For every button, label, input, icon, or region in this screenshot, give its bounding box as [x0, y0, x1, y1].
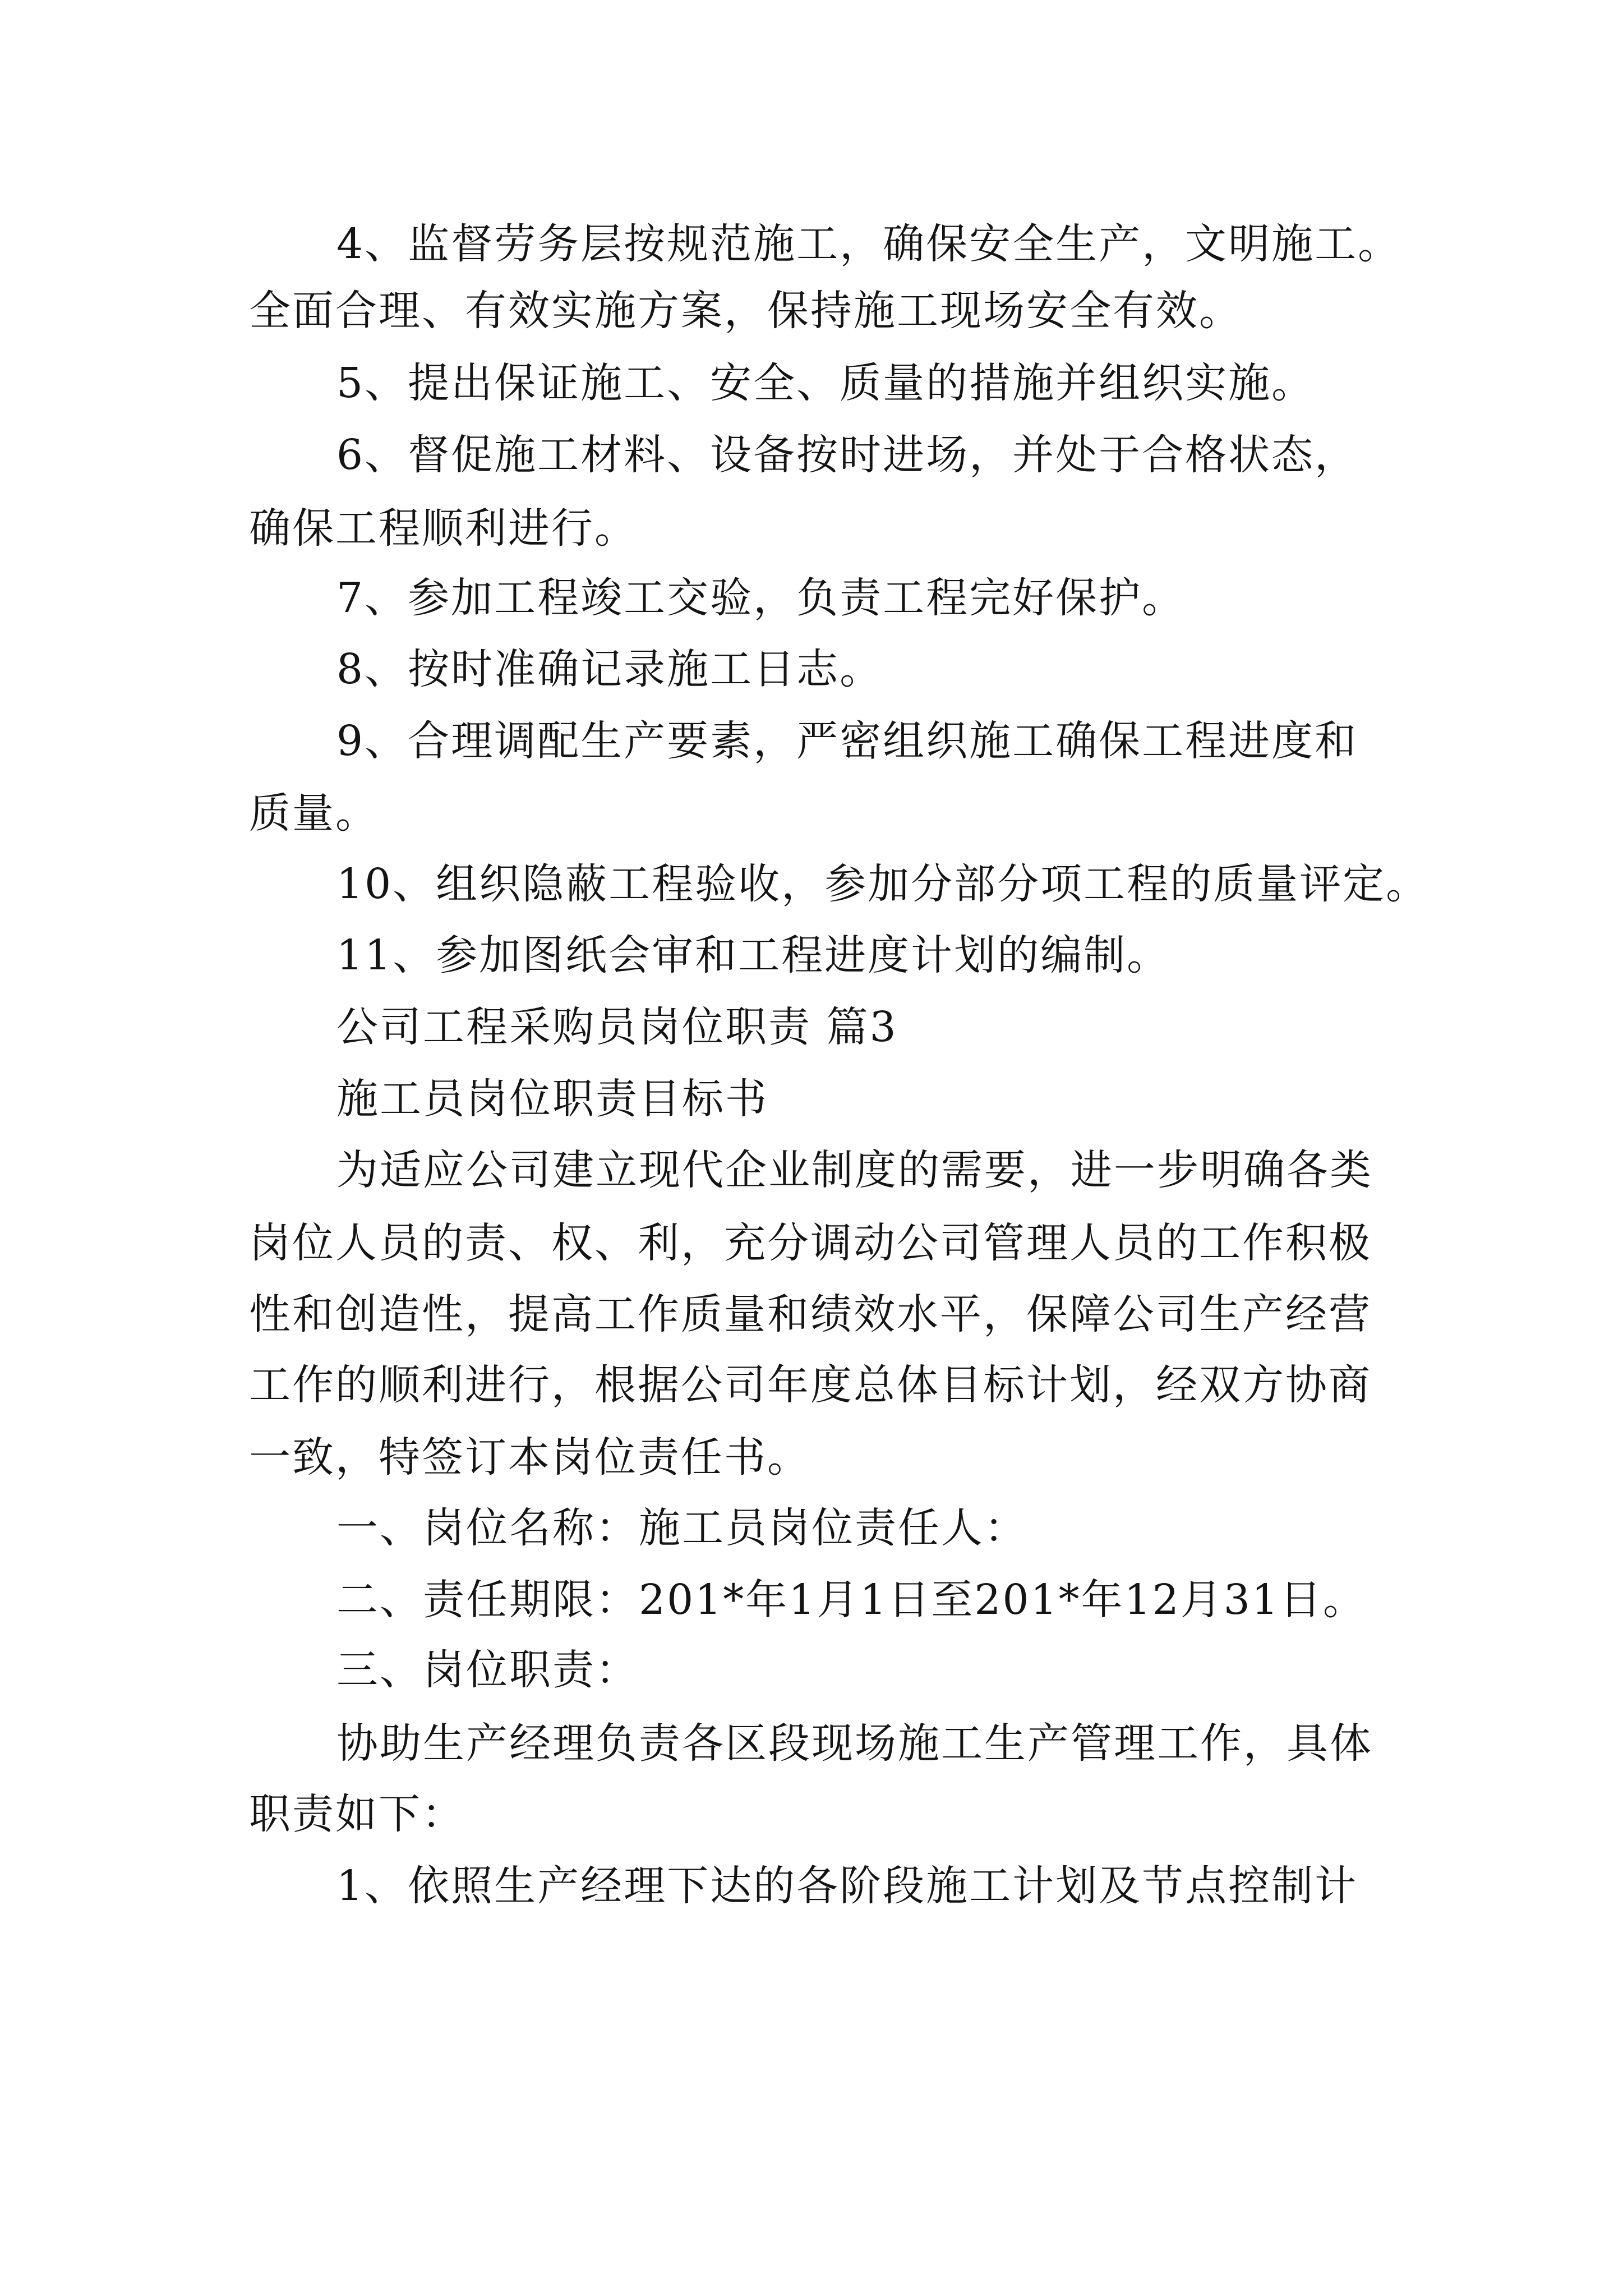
text-line: 6、督促施工材料、设备按时进场，并处于合格状态，: [336, 431, 1358, 479]
text-line: 确保工程顺利进行。: [249, 504, 638, 553]
text-line: 10、组织隐蔽工程验收，参加分部分项工程的质量评定。: [336, 860, 1430, 908]
text-line: 职责如下：: [249, 1790, 465, 1838]
text-line: 4、监督劳务层按规范施工，确保安全生产，文明施工。: [336, 220, 1401, 268]
text-line: 质量。: [249, 789, 379, 838]
document-title: 施工员岗位职责目标书: [336, 1075, 768, 1123]
text-line: 9、合理调配生产要素，严密组织施工确保工程进度和: [336, 717, 1358, 765]
text-line: 一致，特签订本岗位责任书。: [249, 1433, 810, 1481]
text-line: 性和创造性，提高工作质量和绩效水平，保障公司生产经营: [249, 1290, 1372, 1338]
text-line: 一、岗位名称：施工员岗位责任人：: [336, 1504, 1027, 1552]
text-line: 工作的顺利进行，根据公司年度总体目标计划，经双方协商: [249, 1361, 1372, 1409]
text-line: 三、岗位职责：: [336, 1646, 639, 1694]
text-line: 5、提出保证施工、安全、质量的措施并组织实施。: [336, 359, 1315, 407]
text-line: 协助生产经理负责各区段现场施工生产管理工作，具体: [336, 1719, 1373, 1768]
text-line: 岗位人员的责、权、利，充分调动公司管理人员的工作积极: [249, 1219, 1372, 1267]
text-line: 1、依照生产经理下达的各阶段施工计划及节点控制计: [336, 1862, 1358, 1910]
section-heading: 公司工程采购员岗位职责 篇3: [336, 1003, 898, 1051]
text-line: 为适应公司建立现代企业制度的需要，进一步明确各类: [336, 1146, 1373, 1194]
text-line: 二、责任期限：201*年1月1日至201*年12月31日。: [336, 1576, 1366, 1624]
text-line: 11、参加图纸会审和工程进度计划的编制。: [336, 931, 1170, 979]
text-line: 7、参加工程竣工交验，负责工程完好保护。: [336, 574, 1186, 622]
text-line: 全面合理、有效实施方案，保持施工现场安全有效。: [249, 287, 1242, 335]
text-line: 8、按时准确记录施工日志。: [336, 645, 883, 693]
